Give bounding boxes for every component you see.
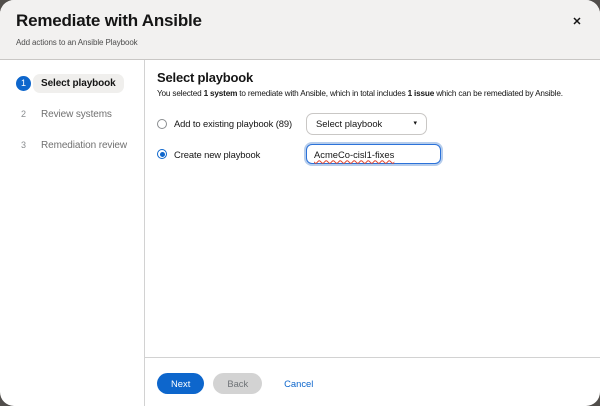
modal-subtitle: Add actions to an Ansible Playbook [16,38,138,47]
new-playbook-row [157,143,588,165]
existing-playbook-row [157,112,588,135]
step-label: Review systems [41,109,112,120]
system-count: 1 system [203,89,238,98]
step-number-badge: 2 [20,109,26,119]
new-playbook-label: Create new playbook [174,148,261,160]
step-number-badge: 3 [20,140,26,150]
radio-checked-icon[interactable] [157,149,167,159]
wizard-step-select-playbook[interactable] [9,74,135,93]
wizard-step-review-systems[interactable] [9,105,135,124]
playbook-name-input[interactable] [306,144,441,164]
modal-title: Remediate with Ansible [16,11,202,30]
chevron-down-icon: ▾ [413,120,418,127]
playbook-select-dropdown[interactable] [306,113,427,135]
next-button[interactable]: Next [157,373,204,394]
existing-playbook-option[interactable] [157,118,306,129]
existing-playbook-label: Add to existing playbook (89) [174,118,293,129]
content-column [145,60,600,406]
back-button[interactable]: Back [213,373,262,394]
content-main [145,60,600,357]
step-number-badge: 1 [16,76,31,91]
page-title: Select playbook [157,70,254,85]
step-label: Select playbook [33,74,124,93]
modal-body [0,60,600,406]
playbook-name-value: AcmeCo-cisl1-fixes [314,148,395,160]
new-playbook-option[interactable] [157,149,306,160]
modal-header [0,0,600,60]
wizard-step-remediation-review[interactable] [9,136,135,155]
playbook-select-value: Select playbook [316,118,383,129]
wizard-footer [145,357,600,406]
selection-summary: You selected 1 system to remediate with Ansible, which in total includes 1 issue which can be remediated by Ansible. [157,89,563,98]
wizard-step-nav [0,60,145,406]
radio-unchecked-icon[interactable] [157,119,167,129]
close-icon[interactable]: ✕ [568,13,586,31]
issue-count: 1 issue [407,89,435,98]
cancel-button[interactable]: Cancel [284,377,314,389]
step-label: Remediation review [41,140,128,151]
